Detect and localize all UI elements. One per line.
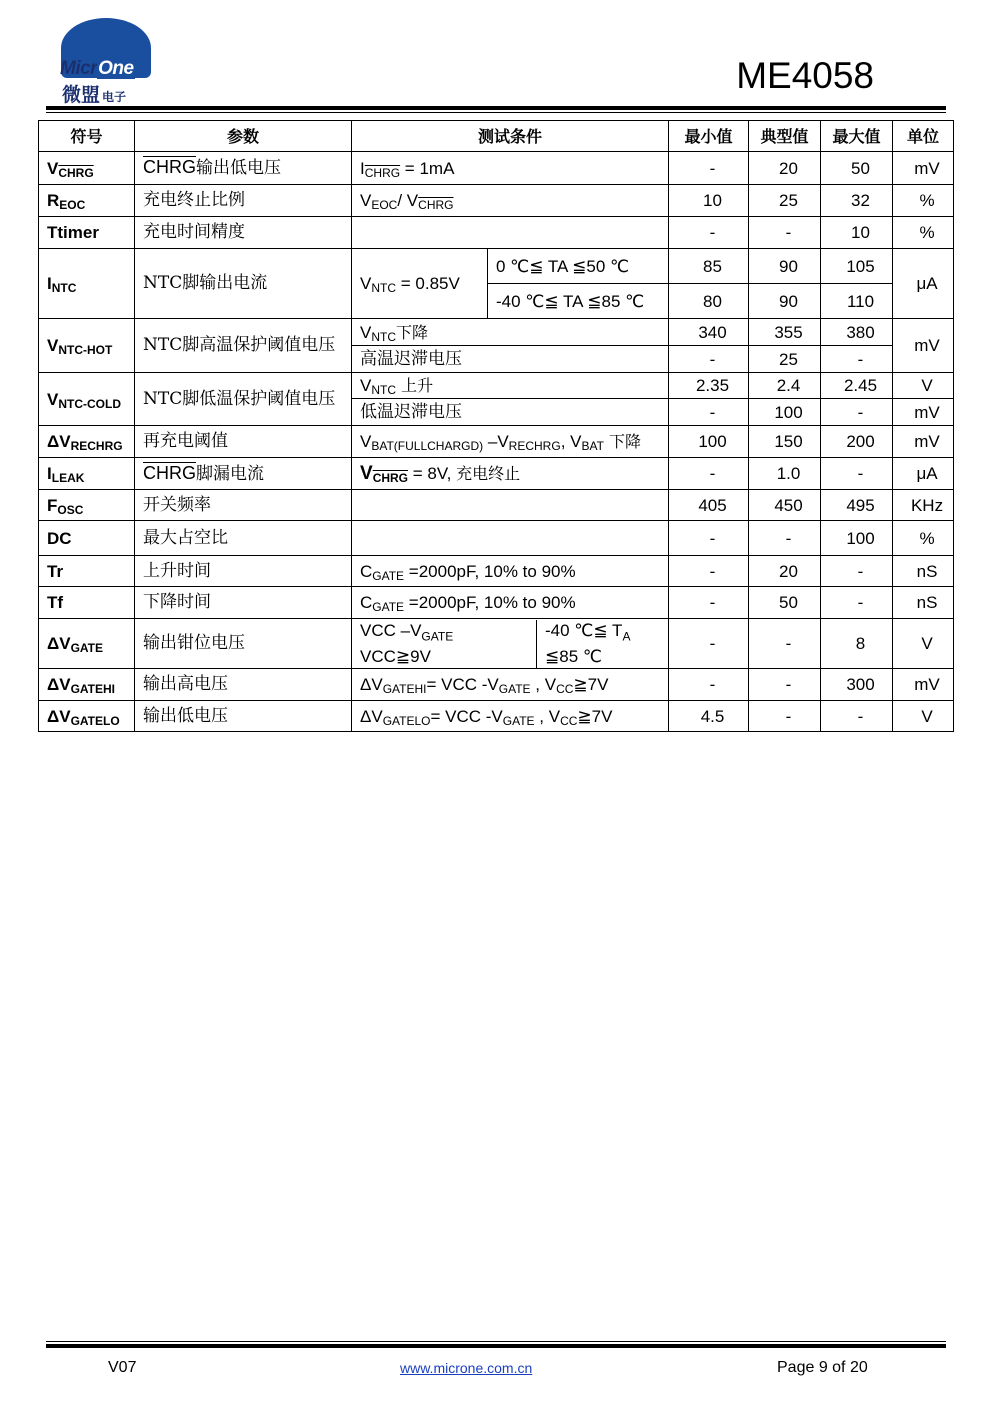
table-row xyxy=(39,249,954,284)
min-cell: 4.5 xyxy=(669,701,749,732)
table-row xyxy=(39,152,954,185)
max-cell: 380 xyxy=(821,319,893,346)
table-row xyxy=(39,587,954,619)
typ-cell: 1.0 xyxy=(749,458,821,490)
table-row xyxy=(39,521,954,556)
min-cell: - xyxy=(669,556,749,587)
max-cell: 10 xyxy=(821,217,893,249)
typ-cell: 100 xyxy=(749,399,821,426)
typ-cell: 90 xyxy=(749,249,821,284)
header-max: 最大值 xyxy=(821,121,893,152)
max-cell: - xyxy=(821,458,893,490)
condition-cell: $\Delta V_{GATELO}=$ VCC $-V_{GATE}$ , $V_{CC}≧7V$ xyxy=(352,701,669,732)
condition-cell: $C_{GATE} =2000pF$, 10% to 90% xyxy=(352,587,669,619)
max-cell: - xyxy=(821,346,893,373)
header-typ: 典型值 xyxy=(749,121,821,152)
unit-cell: μA xyxy=(893,249,954,319)
min-cell: 80 xyxy=(669,284,749,319)
typ-cell: - xyxy=(749,217,821,249)
unit-cell: V xyxy=(893,701,954,732)
table-row xyxy=(39,373,954,399)
max-cell: 110 xyxy=(821,284,893,319)
table-row xyxy=(39,619,954,669)
min-cell: - xyxy=(669,399,749,426)
table-row xyxy=(39,426,954,458)
symbol-cell: Ttimer xyxy=(39,217,135,249)
unit-cell: mV xyxy=(893,399,954,426)
footer-website-wrap xyxy=(400,1358,532,1379)
min-cell: - xyxy=(669,619,749,669)
logo-wordmark: MicrOne xyxy=(60,58,134,79)
unit-cell: mV xyxy=(893,669,954,701)
max-cell: - xyxy=(821,701,893,732)
min-cell: - xyxy=(669,346,749,373)
table-row xyxy=(39,217,954,249)
typ-cell: 20 xyxy=(749,556,821,587)
unit-cell: mV xyxy=(893,426,954,458)
table-row xyxy=(39,319,954,346)
max-cell: 32 xyxy=(821,185,893,217)
condition-sub-cell: 0 ℃≦ TA ≦50 ℃ xyxy=(488,249,669,284)
footer-page-number: Page 9 of 20 xyxy=(777,1359,868,1376)
symbol-cell: $F_{OSC}$ xyxy=(39,490,135,521)
condition-cell: $V_{EOC}/$ $V_{CHRG}$ xyxy=(352,185,669,217)
symbol-cell: $I_{NTC}$ xyxy=(39,249,135,319)
symbol-cell: $\Delta V_{GATE}$ xyxy=(39,619,135,669)
max-cell: 200 xyxy=(821,426,893,458)
min-cell: 405 xyxy=(669,490,749,521)
table-row xyxy=(39,490,954,521)
max-cell: - xyxy=(821,556,893,587)
typ-cell: 450 xyxy=(749,490,821,521)
table-row xyxy=(39,701,954,732)
condition-cell: $\Delta V_{GATEHI}=$ VCC $-V_{GATE}$ , $V_{CC}≧7V$ xyxy=(352,669,669,701)
typ-cell: - xyxy=(749,701,821,732)
unit-cell: μA xyxy=(893,458,954,490)
unit-cell: KHz xyxy=(893,490,954,521)
typ-cell: 20 xyxy=(749,152,821,185)
symbol-cell: $V_{NTC-HOT}$ xyxy=(39,319,135,373)
document-title: ME4058 xyxy=(736,55,874,96)
typ-cell: 25 xyxy=(749,185,821,217)
header-unit: 单位 xyxy=(893,121,954,152)
footer-rule xyxy=(46,1344,946,1348)
parameter-cell: NTC脚低温保护阈值电压 xyxy=(135,373,352,426)
logo-chinese-name: 微盟 电子 xyxy=(62,84,127,106)
min-cell: - xyxy=(669,217,749,249)
typ-cell: - xyxy=(749,619,821,669)
parameter-cell: NTC脚高温保护阈值电压 xyxy=(135,319,352,373)
unit-cell: nS xyxy=(893,556,954,587)
max-cell: 300 xyxy=(821,669,893,701)
unit-cell: V xyxy=(893,619,954,669)
unit-cell: nS xyxy=(893,587,954,619)
symbol-cell: $I_{LEAK}$ xyxy=(39,458,135,490)
max-cell: 495 xyxy=(821,490,893,521)
condition-cell xyxy=(352,490,669,521)
symbol-cell: $\Delta V_{GATELO}$ xyxy=(39,701,135,732)
parameter-cell: 最大占空比 xyxy=(135,521,352,556)
condition-sub-cell: VCC $-V_{GATE}$ VCC≧9V xyxy=(352,620,537,668)
condition-cell: $V_{NTC}$ 上升 xyxy=(352,373,669,399)
condition-cell: $V_{NTC} = 0.85V$ xyxy=(352,249,488,319)
typ-cell: - xyxy=(749,521,821,556)
condition-cell: $V_{CHRG} = 8V$, 充电终止 xyxy=(352,458,669,490)
typ-cell: - xyxy=(749,669,821,701)
symbol-cell: $R_{EOC}$ xyxy=(39,185,135,217)
typ-cell: 2.4 xyxy=(749,373,821,399)
unit-cell: mV xyxy=(893,319,954,373)
max-cell: 105 xyxy=(821,249,893,284)
typ-cell: 50 xyxy=(749,587,821,619)
min-cell: 340 xyxy=(669,319,749,346)
table-header-row xyxy=(39,121,954,152)
header-rule-thin xyxy=(46,112,946,113)
min-cell: - xyxy=(669,669,749,701)
parameter-cell: 充电终止比例 xyxy=(135,185,352,217)
header-min: 最小值 xyxy=(669,121,749,152)
max-cell: 100 xyxy=(821,521,893,556)
parameter-cell: 输出钳位电压 xyxy=(135,619,352,669)
symbol-cell: $\Delta V_{GATEHI}$ xyxy=(39,669,135,701)
unit-cell: % xyxy=(893,521,954,556)
symbol-cell: $V_{NTC-COLD}$ xyxy=(39,373,135,426)
unit-cell: % xyxy=(893,185,954,217)
parameter-cell: 上升时间 xyxy=(135,556,352,587)
typ-cell: 355 xyxy=(749,319,821,346)
condition-cell: $I_{CHRG} = 1mA$ xyxy=(352,152,669,185)
max-cell: - xyxy=(821,399,893,426)
symbol-cell: Tf xyxy=(39,587,135,619)
condition-cell: $V_{BAT(FULLCHARGD)}$ $-V_{RECHRG}$, $V_{BAT}$ 下降 xyxy=(352,426,669,458)
footer-version: V07 xyxy=(108,1359,137,1376)
table-row xyxy=(39,458,954,490)
max-cell: 2.45 xyxy=(821,373,893,399)
parameter-cell: NTC脚输出电流 xyxy=(135,249,352,319)
parameter-cell: 开关频率 xyxy=(135,490,352,521)
parameter-cell: CHRG脚漏电流 xyxy=(135,458,352,490)
min-cell: 100 xyxy=(669,426,749,458)
parameter-cell: 输出高电压 xyxy=(135,669,352,701)
min-cell: - xyxy=(669,152,749,185)
min-cell: 2.35 xyxy=(669,373,749,399)
footer-website-link[interactable]: www.microne.com.cn xyxy=(400,1360,533,1376)
symbol-cell: DC xyxy=(39,521,135,556)
parameter-cell: 再充电阈值 xyxy=(135,426,352,458)
max-cell: 8 xyxy=(821,619,893,669)
typ-cell: 25 xyxy=(749,346,821,373)
unit-cell: % xyxy=(893,217,954,249)
max-cell: 50 xyxy=(821,152,893,185)
condition-cell xyxy=(352,217,669,249)
parameter-cell: CHRG输出低电压 xyxy=(135,152,352,185)
min-cell: 10 xyxy=(669,185,749,217)
company-logo xyxy=(56,14,160,106)
typ-cell: 150 xyxy=(749,426,821,458)
condition-cell xyxy=(352,619,669,669)
unit-cell: mV xyxy=(893,152,954,185)
table-row xyxy=(39,185,954,217)
condition-cell: 高温迟滞电压 xyxy=(352,346,669,373)
electrical-characteristics-table xyxy=(38,120,954,732)
parameter-cell: 下降时间 xyxy=(135,587,352,619)
symbol-cell: $V_{CHRG}$ xyxy=(39,152,135,185)
header-rule xyxy=(46,106,946,110)
condition-cell: $V_{NTC}$下降 xyxy=(352,319,669,346)
header-conditions: 测试条件 xyxy=(352,121,669,152)
condition-cell: 低温迟滞电压 xyxy=(352,399,669,426)
min-cell: 85 xyxy=(669,249,749,284)
unit-cell: V xyxy=(893,373,954,399)
min-cell: - xyxy=(669,458,749,490)
footer-rule-thin xyxy=(46,1341,946,1342)
typ-cell: 90 xyxy=(749,284,821,319)
table-row xyxy=(39,556,954,587)
condition-sub-cell: -40 ℃≦ TA ≦85 ℃ xyxy=(488,284,669,319)
header-symbol: 符号 xyxy=(39,121,135,152)
symbol-cell: $\Delta V_{RECHRG}$ xyxy=(39,426,135,458)
condition-sub-cell: -40 ℃≦ $T_A$ ≦85 ℃ xyxy=(545,621,631,666)
condition-cell xyxy=(352,521,669,556)
header-parameter: 参数 xyxy=(135,121,352,152)
parameter-cell: 输出低电压 xyxy=(135,701,352,732)
min-cell: - xyxy=(669,587,749,619)
min-cell: - xyxy=(669,521,749,556)
parameter-cell: 充电时间精度 xyxy=(135,217,352,249)
symbol-cell: Tr xyxy=(39,556,135,587)
table-row xyxy=(39,669,954,701)
max-cell: - xyxy=(821,587,893,619)
condition-cell: $C_{GATE} =2000pF$, 10% to 90% xyxy=(352,556,669,587)
